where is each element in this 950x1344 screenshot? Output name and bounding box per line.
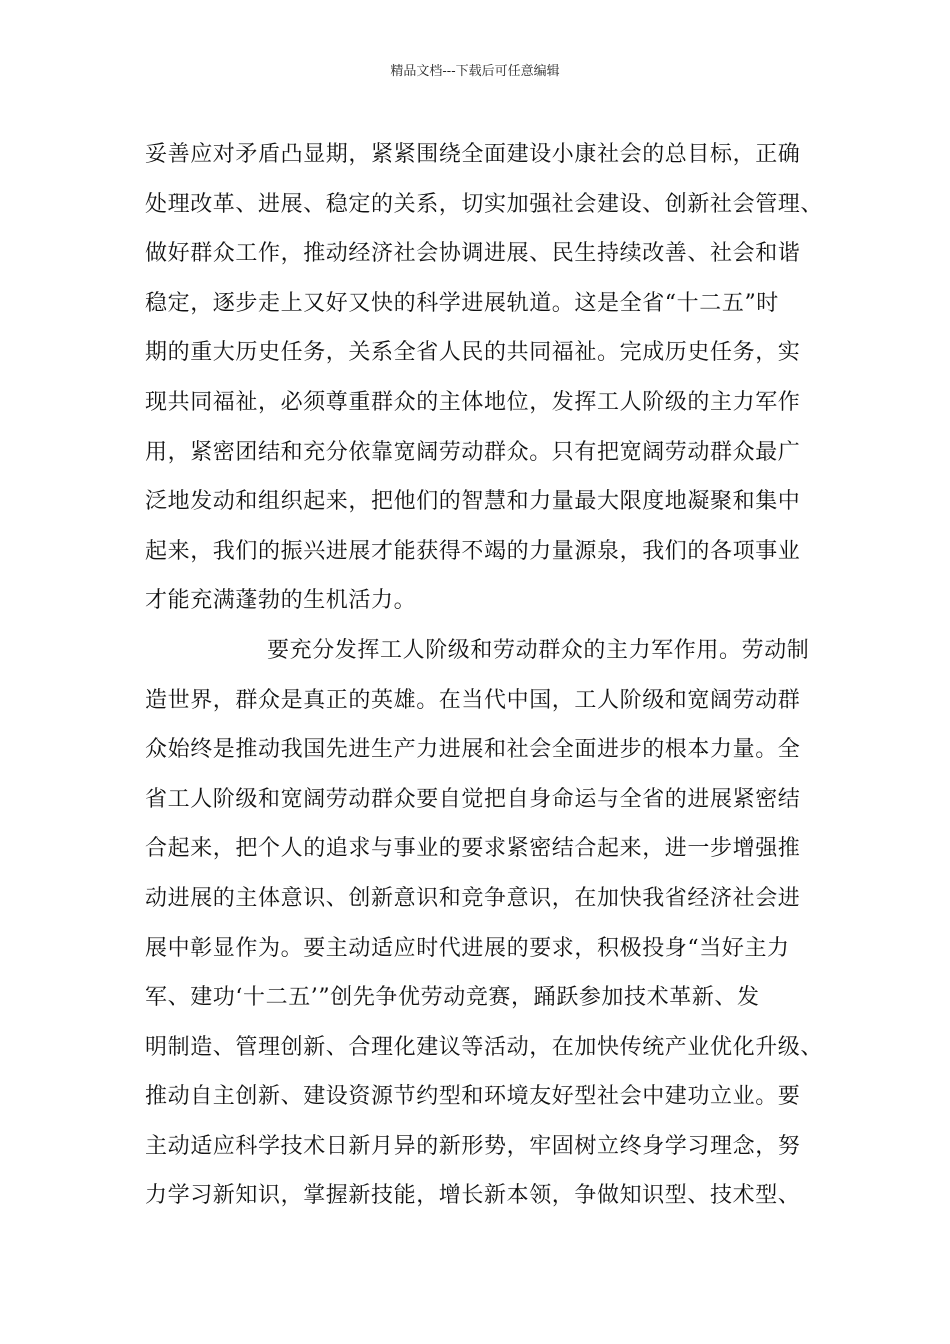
page-header: 精品文档---下载后可任意编辑 [390, 64, 560, 79]
text-line: 才能充满蓬勃的生机活力。 [145, 588, 417, 614]
text-line: 主动适应科学技术日新月异的新形势，牢固树立终身学习理念，努 [145, 1133, 801, 1159]
text-line: 省工人阶级和宽阔劳动群众要自觉把自身命运与全省的进展紧密结 [145, 786, 801, 812]
text-line: 现共同福祉，必须尊重群众的主体地位，发挥工人阶级的主力军作 [145, 389, 801, 415]
text-line: 稳定，逐步走上又好又快的科学进展轨道。这是全省“十二五”时 [145, 290, 779, 316]
text-line: 泛地发动和组织起来，把他们的智慧和力量最大限度地凝聚和集中 [145, 489, 801, 515]
text-line: 处理改革、进展、稳定的关系，切实加强社会建设、创新社会管理、 [145, 191, 824, 217]
text-line: 起来，我们的振兴进展才能获得不竭的力量源泉，我们的各项事业 [145, 538, 801, 564]
text-line: 众始终是推动我国先进生产力进展和社会全面进步的根本力量。全 [145, 737, 801, 763]
text-line: 妥善应对矛盾凸显期，紧紧围绕全面建设小康社会的总目标，正确 [145, 142, 801, 167]
text-line: 期的重大历史任务，关系全省人民的共同福祉。完成历史任务，实 [145, 340, 801, 366]
body-text [145, 130, 825, 1221]
text-line: 推动自主创新、建设资源节约型和环境友好型社会中建功立业。要 [145, 1084, 801, 1110]
text-line: 明制造、管理创新、合理化建议等活动，在加快传统产业优化升级、 [145, 1034, 824, 1060]
paragraph-start-line: 要充分发挥工人阶级和劳动群众的主力军作用。劳动制 [267, 637, 810, 663]
text-line: 用，紧密团结和充分依靠宽阔劳动群众。只有把宽阔劳动群众最广 [145, 439, 801, 465]
text-line: 军、建功‘十二五’”创先争优劳动竞赛，踊跃参加技术革新、发 [145, 985, 760, 1011]
text-line: 合起来，把个人的追求与事业的要求紧密结合起来，进一步增强推 [145, 836, 801, 862]
text-line: 造世界，群众是真正的英雄。在当代中国，工人阶级和宽阔劳动群 [145, 687, 801, 713]
text-line: 做好群众工作，推动经济社会协调进展、民生持续改善、社会和谐 [145, 241, 801, 267]
text-line: 展中彰显作为。要主动适应时代进展的要求，积极投身“当好主力 [145, 935, 790, 961]
text-line: 动进展的主体意识、创新意识和竞争意识，在加快我省经济社会进 [145, 885, 801, 911]
text-line: 力学习新知识，掌握新技能，增长新本领，争做知识型、技术型、 [145, 1183, 801, 1209]
